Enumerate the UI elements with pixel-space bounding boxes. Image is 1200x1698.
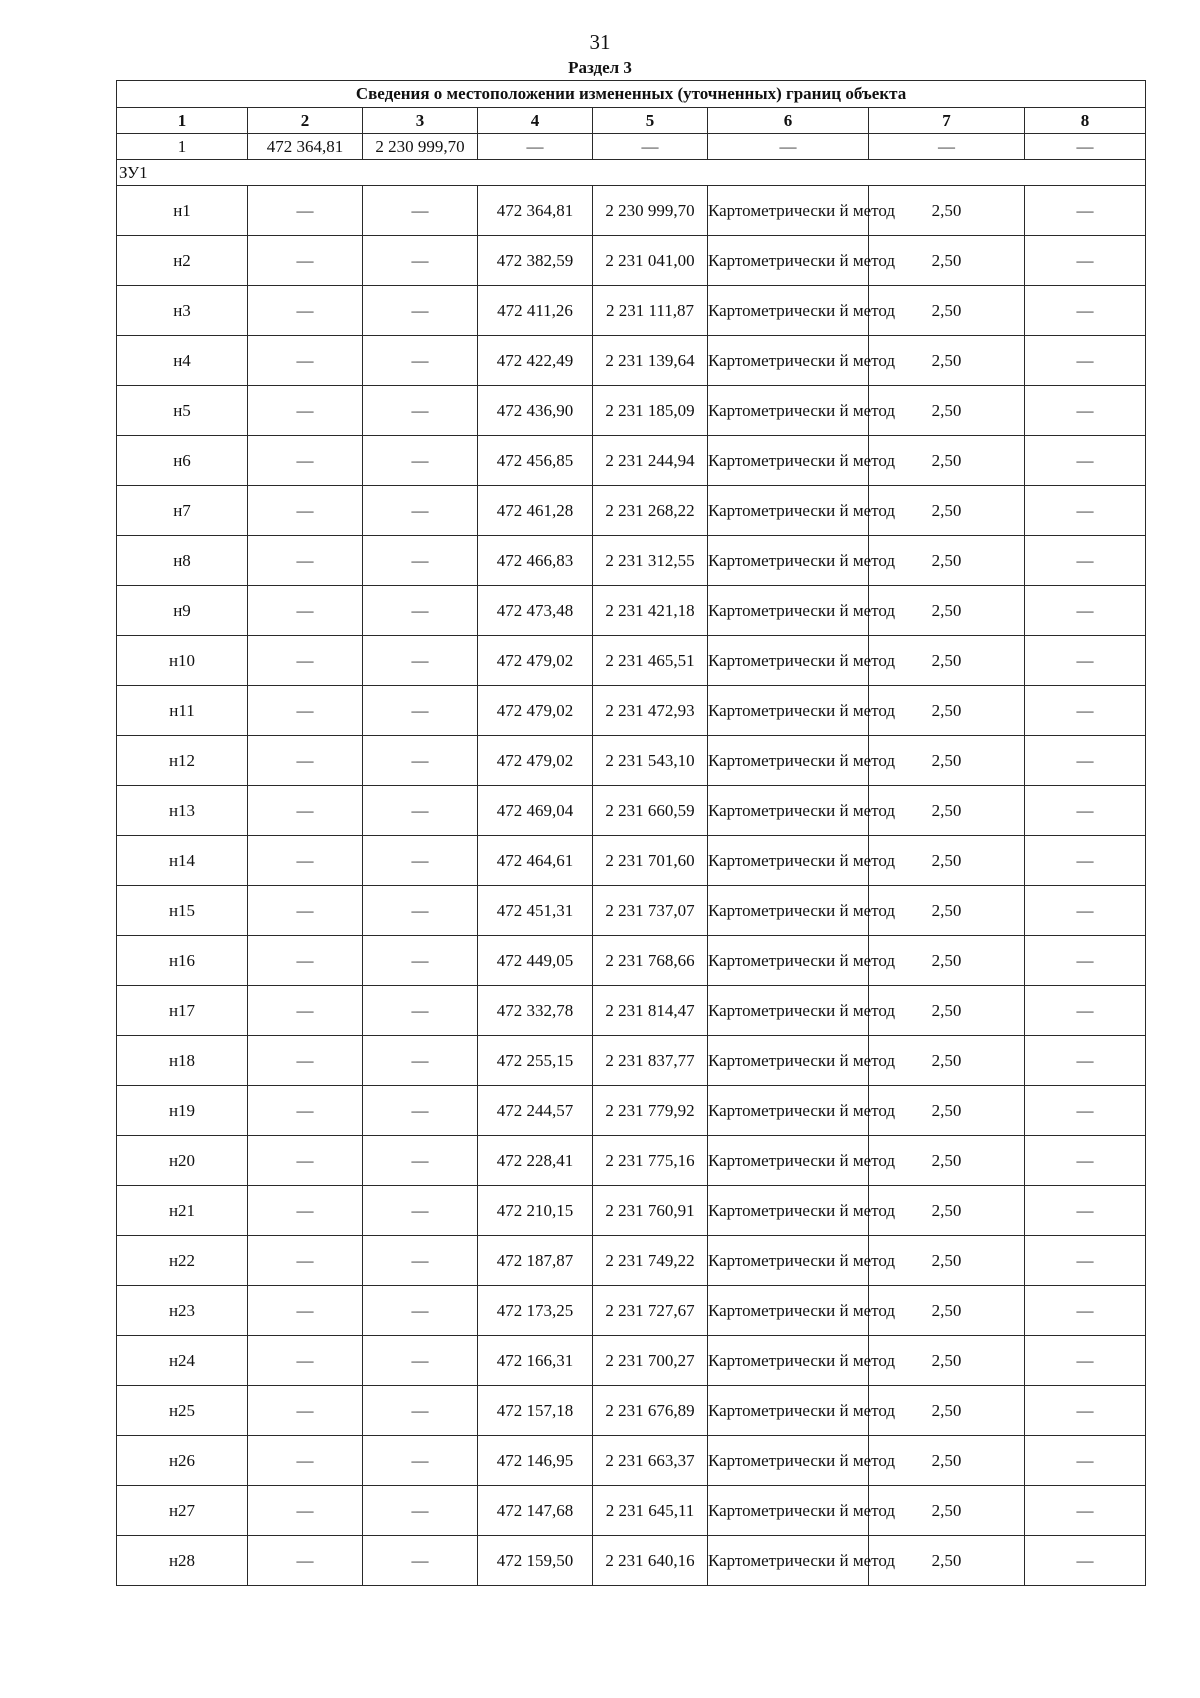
table-cell: — — [248, 786, 363, 836]
table-cell: 472 461,28 — [478, 486, 593, 536]
table-cell: — — [363, 336, 478, 386]
table-row — [117, 1236, 1146, 1286]
table-cell: 2 231 543,10 — [593, 736, 708, 786]
table-cell: — — [363, 1036, 478, 1086]
method-cell: Картометрически й метод — [708, 1486, 869, 1536]
table-cell: 2 231 139,64 — [593, 336, 708, 386]
table-cell: 2,50 — [869, 1236, 1025, 1286]
method-cell: Картометрически й метод — [708, 736, 869, 786]
table-cell: 2 231 244,94 — [593, 436, 708, 486]
method-cell: Картометрически й метод — [708, 1136, 869, 1186]
method-cell: Картометрически й метод — [708, 986, 869, 1036]
column-number: 2 — [248, 108, 363, 134]
table-row — [117, 1286, 1146, 1336]
table-cell: 472 255,15 — [478, 1036, 593, 1086]
table-cell: — — [363, 886, 478, 936]
method-cell: Картометрически й метод — [708, 1336, 869, 1386]
table-cell: 472 173,25 — [478, 1286, 593, 1336]
table-cell: — — [363, 686, 478, 736]
table-cell: 2,50 — [869, 986, 1025, 1036]
table-cell: 2,50 — [869, 436, 1025, 486]
table-cell: — — [248, 1036, 363, 1086]
table-row — [117, 686, 1146, 736]
method-cell: Картометрически й метод — [708, 336, 869, 386]
parcel-group-label: ЗУ1 — [117, 160, 1146, 186]
table-cell: — — [1025, 736, 1146, 786]
table-cell: — — [1025, 1536, 1146, 1586]
table-cell: — — [248, 736, 363, 786]
table-cell: — — [248, 1136, 363, 1186]
table-cell: — — [248, 936, 363, 986]
table-cell: — — [248, 1386, 363, 1436]
table-caption: Сведения о местоположении измененных (уточненных) границ объекта — [117, 81, 1146, 108]
table-cell: 472 244,57 — [478, 1086, 593, 1136]
table-cell: 472 187,87 — [478, 1236, 593, 1286]
table-cell: 2 231 312,55 — [593, 536, 708, 586]
table-cell: — — [1025, 836, 1146, 886]
table-cell: 2,50 — [869, 486, 1025, 536]
table-cell: 2 231 185,09 — [593, 386, 708, 436]
table-cell: — — [1025, 586, 1146, 636]
column-number: 6 — [708, 108, 869, 134]
table-row — [117, 586, 1146, 636]
table-row — [117, 1486, 1146, 1536]
column-number: 3 — [363, 108, 478, 134]
method-cell: Картометрически й метод — [708, 236, 869, 286]
table-cell: 2 231 640,16 — [593, 1536, 708, 1586]
column-number: 8 — [1025, 108, 1146, 134]
table-cell: — — [248, 1336, 363, 1386]
parcel-group-row — [117, 160, 1146, 186]
table-cell: 472 146,95 — [478, 1436, 593, 1486]
table-cell: 2,50 — [869, 386, 1025, 436]
table-cell: 2 231 760,91 — [593, 1186, 708, 1236]
table-cell: 2 231 700,27 — [593, 1336, 708, 1386]
point-label-cell: н27 — [117, 1486, 248, 1536]
method-cell: Картометрически й метод — [708, 1236, 869, 1286]
table-cell: — — [1025, 886, 1146, 936]
table-cell: — — [1025, 1236, 1146, 1286]
table-cell: 2,50 — [869, 586, 1025, 636]
table-cell: — — [248, 186, 363, 236]
table-row — [117, 1436, 1146, 1486]
table-cell: 472 436,90 — [478, 386, 593, 436]
table-row — [117, 436, 1146, 486]
table-cell: 2 231 814,47 — [593, 986, 708, 1036]
table-row — [117, 336, 1146, 386]
table-cell: 2,50 — [869, 836, 1025, 886]
table-cell: 472 466,83 — [478, 536, 593, 586]
table-cell: 2,50 — [869, 1336, 1025, 1386]
table-cell: 472 456,85 — [478, 436, 593, 486]
table-cell: — — [363, 786, 478, 836]
table-cell: 2 231 737,07 — [593, 886, 708, 936]
table-cell: — — [248, 1086, 363, 1136]
table-cell: — — [1025, 236, 1146, 286]
page-number: 31 — [589, 30, 611, 54]
table-cell: — — [363, 1386, 478, 1436]
point-label-cell: н6 — [117, 436, 248, 486]
table-cell: — — [363, 1486, 478, 1536]
table-cell: — — [363, 236, 478, 286]
table-row — [117, 1036, 1146, 1086]
table-row — [117, 1086, 1146, 1136]
point-label-cell: н26 — [117, 1436, 248, 1486]
table-cell: — — [248, 386, 363, 436]
table-cell: 2,50 — [869, 1536, 1025, 1586]
column-number-row — [117, 108, 1146, 134]
table-cell: 2 231 727,67 — [593, 1286, 708, 1336]
table-row — [117, 186, 1146, 236]
table-cell: — — [708, 134, 869, 160]
table-row — [117, 886, 1146, 936]
table-cell: — — [363, 986, 478, 1036]
method-cell: Картометрически й метод — [708, 1436, 869, 1486]
method-cell: Картометрически й метод — [708, 1286, 869, 1336]
table-cell: — — [1025, 286, 1146, 336]
column-number: 4 — [478, 108, 593, 134]
table-cell: 2,50 — [869, 186, 1025, 236]
point-label-cell: н17 — [117, 986, 248, 1036]
method-cell: Картометрически й метод — [708, 586, 869, 636]
table-row — [117, 1536, 1146, 1586]
point-label-cell: н18 — [117, 1036, 248, 1086]
table-cell: — — [363, 736, 478, 786]
table-cell: — — [1025, 134, 1146, 160]
table-cell: — — [478, 134, 593, 160]
table-cell: — — [248, 1536, 363, 1586]
table-cell: 472 464,61 — [478, 836, 593, 886]
table-cell: 2,50 — [869, 1386, 1025, 1436]
point-label-cell: н13 — [117, 786, 248, 836]
table-cell: — — [1025, 436, 1146, 486]
column-number: 1 — [117, 108, 248, 134]
table-row — [117, 836, 1146, 886]
table-cell: 2 231 465,51 — [593, 636, 708, 686]
table-cell: — — [248, 586, 363, 636]
table-cell: 472 147,68 — [478, 1486, 593, 1536]
table-cell: 2,50 — [869, 636, 1025, 686]
table-cell: — — [593, 134, 708, 160]
table-row — [117, 986, 1146, 1036]
table-cell: 2 231 749,22 — [593, 1236, 708, 1286]
method-cell: Картометрически й метод — [708, 636, 869, 686]
table-cell: 2 231 837,77 — [593, 1036, 708, 1086]
table-cell: 2,50 — [869, 736, 1025, 786]
table-cell: — — [1025, 1486, 1146, 1536]
table-cell: 2,50 — [869, 1436, 1025, 1486]
table-cell: — — [248, 436, 363, 486]
table-cell: 472 382,59 — [478, 236, 593, 286]
point-label-cell: н24 — [117, 1336, 248, 1386]
table-cell: 2 231 660,59 — [593, 786, 708, 836]
table-cell: 2 231 768,66 — [593, 936, 708, 986]
column-number: 5 — [593, 108, 708, 134]
table-cell: 2 231 701,60 — [593, 836, 708, 886]
point-label-cell: н16 — [117, 936, 248, 986]
method-cell: Картометрически й метод — [708, 286, 869, 336]
table-cell: 472 364,81 — [248, 134, 363, 160]
table-cell: — — [363, 186, 478, 236]
table-cell: — — [248, 636, 363, 686]
table-row — [117, 286, 1146, 336]
table-cell: — — [248, 886, 363, 936]
table-cell: 472 159,50 — [478, 1536, 593, 1586]
point-label-cell: н22 — [117, 1236, 248, 1286]
table-cell: 2 231 676,89 — [593, 1386, 708, 1436]
table-cell: — — [248, 1486, 363, 1536]
method-cell: Картометрически й метод — [708, 686, 869, 736]
table-cell: 2,50 — [869, 1286, 1025, 1336]
table-row — [117, 736, 1146, 786]
table-cell: 2 230 999,70 — [593, 186, 708, 236]
table-cell: — — [1025, 1386, 1146, 1436]
table-cell: — — [1025, 936, 1146, 986]
table-cell: 2,50 — [869, 1036, 1025, 1086]
table-cell: 2,50 — [869, 686, 1025, 736]
table-cell: — — [363, 836, 478, 886]
table-cell: 2,50 — [869, 236, 1025, 286]
table-cell: — — [248, 986, 363, 1036]
table-cell: — — [248, 1186, 363, 1236]
section-title: Раздел 3 — [568, 58, 632, 77]
table-cell: — — [1025, 1036, 1146, 1086]
point-label-cell: н2 — [117, 236, 248, 286]
boundary-coordinates-table — [116, 80, 1146, 1586]
table-cell: — — [363, 286, 478, 336]
table-cell: — — [363, 936, 478, 986]
table-cell: — — [363, 1336, 478, 1386]
table-cell: 2,50 — [869, 1186, 1025, 1236]
table-cell: — — [363, 636, 478, 686]
table-cell: — — [363, 386, 478, 436]
table-cell: — — [1025, 1136, 1146, 1186]
method-cell: Картометрически й метод — [708, 436, 869, 486]
table-cell: 472 166,31 — [478, 1336, 593, 1386]
point-label-cell: н10 — [117, 636, 248, 686]
table-cell: 2 231 645,11 — [593, 1486, 708, 1536]
point-label-cell: н11 — [117, 686, 248, 736]
table-cell: — — [363, 1236, 478, 1286]
table-row — [117, 1386, 1146, 1436]
table-cell: 472 210,15 — [478, 1186, 593, 1236]
table-cell: 472 469,04 — [478, 786, 593, 836]
table-cell: — — [363, 486, 478, 536]
table-cell: 472 422,49 — [478, 336, 593, 386]
table-cell: 2 231 421,18 — [593, 586, 708, 636]
table-cell: — — [248, 286, 363, 336]
point-label-cell: н25 — [117, 1386, 248, 1436]
table-row — [117, 1336, 1146, 1386]
table-cell: — — [1025, 686, 1146, 736]
table-cell: 472 449,05 — [478, 936, 593, 986]
table-cell: — — [1025, 1086, 1146, 1136]
point-label-cell: н1 — [117, 186, 248, 236]
point-label-cell: н7 — [117, 486, 248, 536]
table-cell: 2 231 472,93 — [593, 686, 708, 736]
table-cell: 2,50 — [869, 1486, 1025, 1536]
table-cell: 2 230 999,70 — [363, 134, 478, 160]
point-label-cell: н20 — [117, 1136, 248, 1186]
table-cell: 2,50 — [869, 1136, 1025, 1186]
table-cell: — — [248, 686, 363, 736]
table-cell: 472 411,26 — [478, 286, 593, 336]
table-cell: — — [363, 1086, 478, 1136]
method-cell: Картометрически й метод — [708, 536, 869, 586]
table-row — [117, 636, 1146, 686]
table-cell: — — [1025, 786, 1146, 836]
table-cell: 472 479,02 — [478, 636, 593, 686]
table-cell: 2 231 268,22 — [593, 486, 708, 536]
method-cell: Картометрически й метод — [708, 1086, 869, 1136]
table-cell: — — [1025, 636, 1146, 686]
table-cell: — — [363, 1286, 478, 1336]
table-cell: — — [248, 236, 363, 286]
table-cell: 2 231 779,92 — [593, 1086, 708, 1136]
table-row — [117, 236, 1146, 286]
table-cell: — — [248, 1236, 363, 1286]
table-cell: 472 364,81 — [478, 186, 593, 236]
table-cell: — — [363, 436, 478, 486]
method-cell: Картометрически й метод — [708, 1536, 869, 1586]
table-cell: 2,50 — [869, 286, 1025, 336]
table-cell: — — [1025, 1186, 1146, 1236]
table-cell: 472 228,41 — [478, 1136, 593, 1186]
table-cell: — — [248, 536, 363, 586]
point-label-cell: н15 — [117, 886, 248, 936]
table-cell: 2,50 — [869, 536, 1025, 586]
table-cell: 2 231 775,16 — [593, 1136, 708, 1186]
table-cell: 472 473,48 — [478, 586, 593, 636]
point-label-cell: н9 — [117, 586, 248, 636]
table-cell: — — [248, 1286, 363, 1336]
table-cell: — — [248, 336, 363, 386]
table-row — [117, 936, 1146, 986]
column-number: 7 — [869, 108, 1025, 134]
point-label-cell: н19 — [117, 1086, 248, 1136]
table-cell: — — [363, 1436, 478, 1486]
table-cell: — — [1025, 336, 1146, 386]
point-label-cell: н4 — [117, 336, 248, 386]
table-cell: — — [248, 1436, 363, 1486]
table-cell: — — [1025, 486, 1146, 536]
table-cell: 2,50 — [869, 886, 1025, 936]
table-cell: 2 231 111,87 — [593, 286, 708, 336]
method-cell: Картометрически й метод — [708, 786, 869, 836]
table-cell: 472 479,02 — [478, 686, 593, 736]
table-cell: 1 — [117, 134, 248, 160]
table-row — [117, 786, 1146, 836]
table-cell: — — [1025, 186, 1146, 236]
method-cell: Картометрически й метод — [708, 386, 869, 436]
method-cell: Картометрически й метод — [708, 886, 869, 936]
point-label-cell: н23 — [117, 1286, 248, 1336]
point-label-cell: н5 — [117, 386, 248, 436]
table-cell: — — [363, 1186, 478, 1236]
table-cell: — — [1025, 1436, 1146, 1486]
table-cell: 2,50 — [869, 936, 1025, 986]
table-row — [117, 386, 1146, 436]
table-cell: — — [248, 836, 363, 886]
table-cell: 2 231 041,00 — [593, 236, 708, 286]
table-cell: — — [363, 1536, 478, 1586]
table-row — [117, 1186, 1146, 1236]
table-cell: 2,50 — [869, 336, 1025, 386]
table-cell: — — [363, 1136, 478, 1186]
table-cell: 472 332,78 — [478, 986, 593, 1036]
table-cell: 472 479,02 — [478, 736, 593, 786]
point-label-cell: н3 — [117, 286, 248, 336]
table-row — [117, 486, 1146, 536]
table-cell: — — [1025, 386, 1146, 436]
table-cell: 2 231 663,37 — [593, 1436, 708, 1486]
table-caption-row — [117, 81, 1146, 108]
table-row — [117, 536, 1146, 586]
method-cell: Картометрически й метод — [708, 186, 869, 236]
table-cell: — — [363, 536, 478, 586]
table-cell: 472 157,18 — [478, 1386, 593, 1436]
table-cell: — — [1025, 1336, 1146, 1386]
table-cell: — — [869, 134, 1025, 160]
point-label-cell: н21 — [117, 1186, 248, 1236]
table-cell: — — [363, 586, 478, 636]
table-cell: — — [1025, 986, 1146, 1036]
point-label-cell: н12 — [117, 736, 248, 786]
point-label-cell: н8 — [117, 536, 248, 586]
table-cell: 2,50 — [869, 1086, 1025, 1136]
table-cell: — — [1025, 1286, 1146, 1336]
table-cell: 472 451,31 — [478, 886, 593, 936]
method-cell: Картометрически й метод — [708, 836, 869, 886]
point-label-cell: н28 — [117, 1536, 248, 1586]
method-cell: Картометрически й метод — [708, 1186, 869, 1236]
table-row — [117, 134, 1146, 160]
method-cell: Картометрически й метод — [708, 1386, 869, 1436]
table-row — [117, 1136, 1146, 1186]
table-cell: — — [1025, 536, 1146, 586]
method-cell: Картометрически й метод — [708, 936, 869, 986]
point-label-cell: н14 — [117, 836, 248, 886]
method-cell: Картометрически й метод — [708, 486, 869, 536]
method-cell: Картометрически й метод — [708, 1036, 869, 1086]
table-cell: — — [248, 486, 363, 536]
table-cell: 2,50 — [869, 786, 1025, 836]
